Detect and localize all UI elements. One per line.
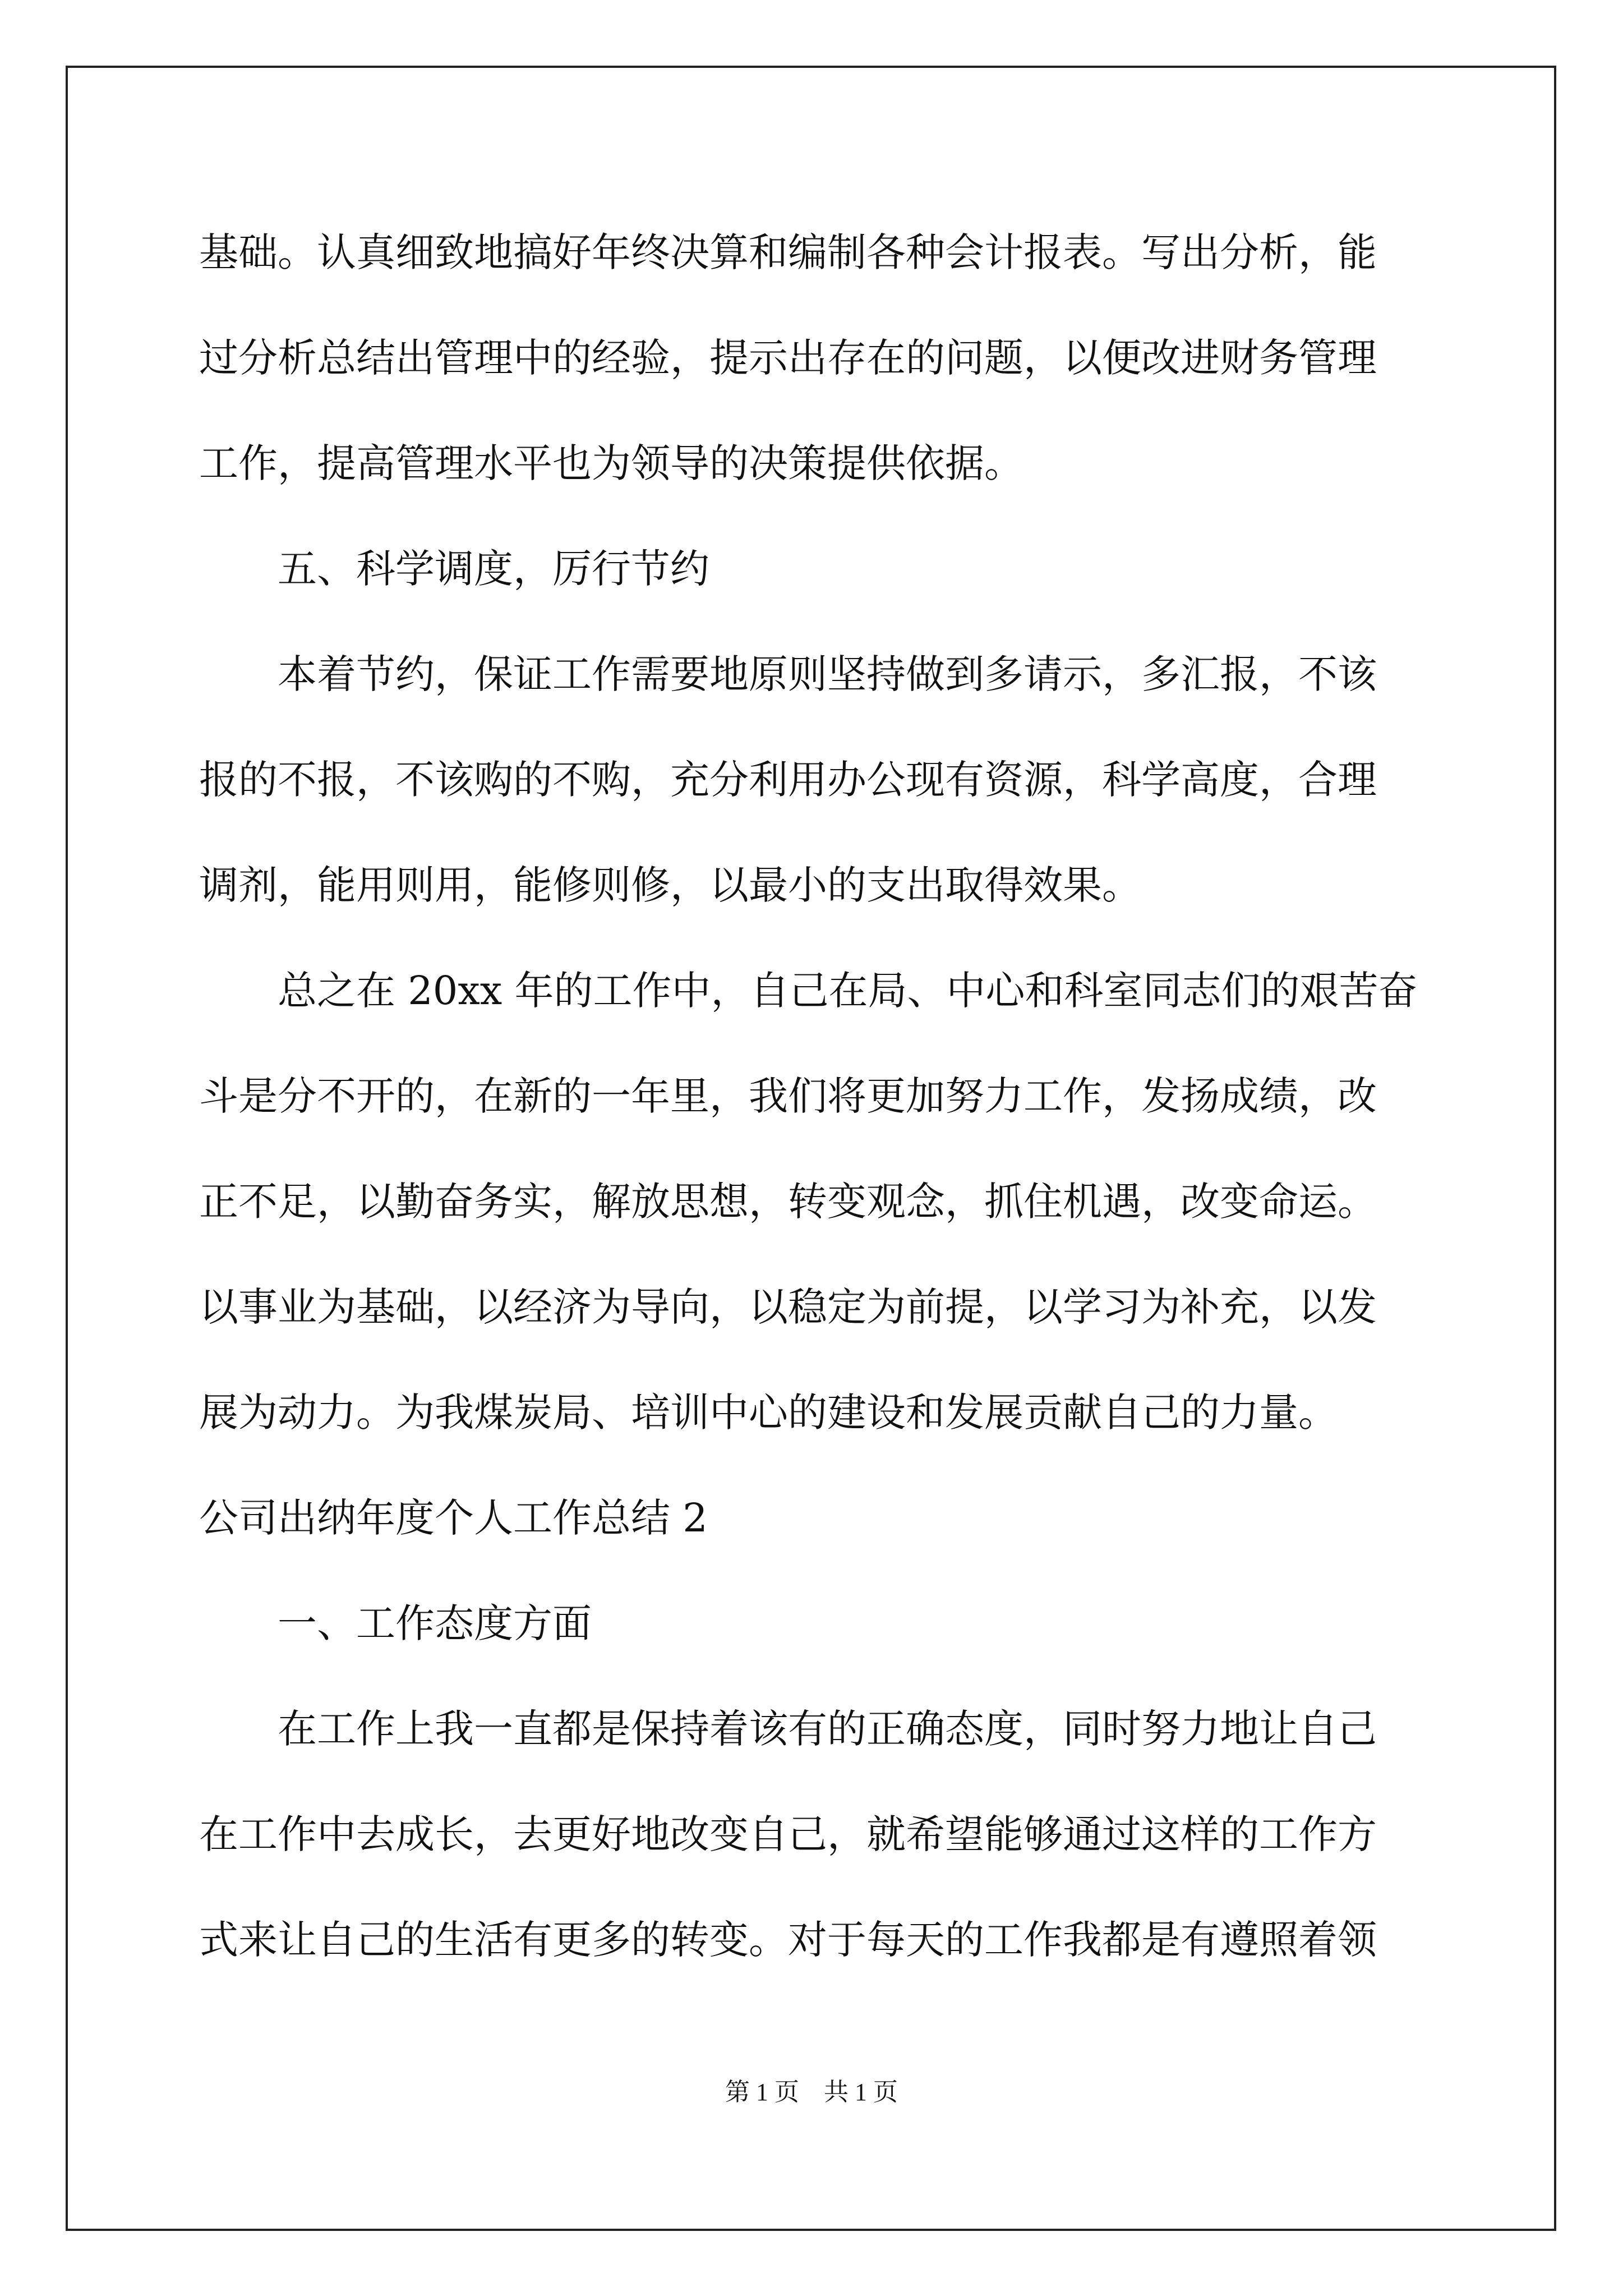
body-line: 过分析总结出管理中的经验，提示出存在的问题，以便改进财务管理 [199, 335, 1377, 381]
body-line: 工作，提高管理水平也为领导的决策提供依据。 [199, 440, 1023, 486]
section-heading: 一、工作态度方面 [278, 1600, 592, 1646]
page-footer: 第 1 页 共 1 页 [725, 2078, 898, 2106]
body-line: 总之在 20xx 年的工作中，自己在局、中心和科室同志们的艰苦奋 [278, 968, 1418, 1014]
body-line: 在工作上我一直都是保持着该有的正确态度，同时努力地让自己 [278, 1706, 1377, 1752]
body-line: 基础。认真细致地搞好年终决算和编制各种会计报表。写出分析，能 [199, 229, 1377, 275]
section-heading: 五、科学调度，厉行节约 [278, 546, 709, 592]
body-line: 报的不报，不该购的不购，充分利用办公现有资源，科学高度，合理 [199, 757, 1377, 803]
body-line: 本着节约，保证工作需要地原则坚持做到多请示，多汇报，不该 [278, 651, 1377, 697]
body-line: 以事业为基础，以经济为导向，以稳定为前提，以学习为补充，以发 [199, 1284, 1377, 1330]
document-title: 公司出纳年度个人工作总结 2 [199, 1495, 708, 1541]
body-line: 正不足，以勤奋务实，解放思想，转变观念，抓住机遇，改变命运。 [199, 1179, 1377, 1225]
body-line: 式来让自己的生活有更多的转变。对于每天的工作我都是有遵照着领 [199, 1917, 1377, 1963]
body-line: 调剂，能用则用，能修则修，以最小的支出取得效果。 [199, 862, 1141, 908]
body-line: 在工作中去成长，去更好地改变自己，就希望能够通过这样的工作方 [199, 1811, 1377, 1857]
body-line: 斗是分不开的，在新的一年里，我们将更加努力工作，发扬成绩，改 [199, 1073, 1377, 1119]
page-border [66, 66, 1556, 2231]
body-line: 展为动力。为我煤炭局、培训中心的建设和发展贡献自己的力量。 [199, 1389, 1338, 1435]
